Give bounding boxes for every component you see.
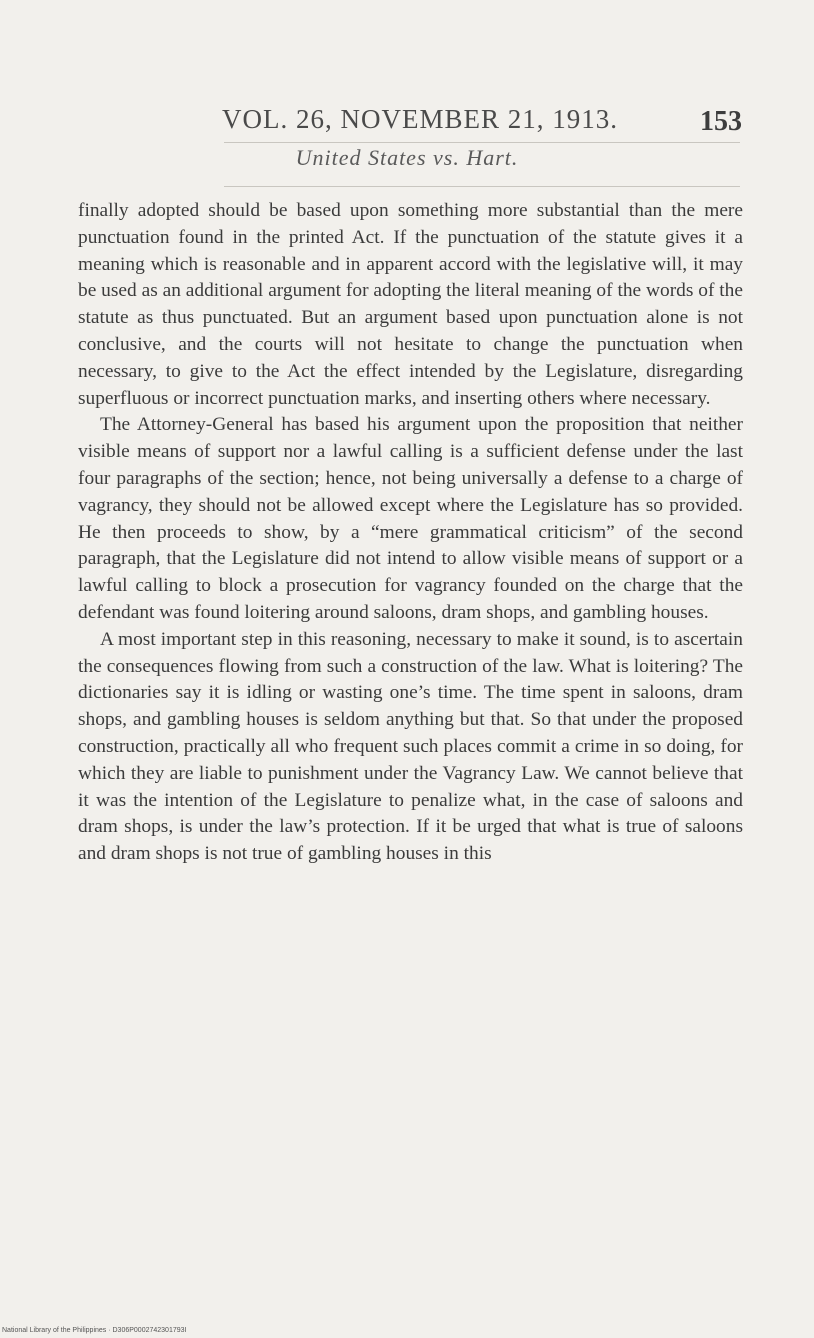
body-text	[78, 198, 743, 868]
running-head: VOL. 26, NOVEMBER 21, 1913.	[222, 104, 618, 134]
scan-credit: National Library of the Philippines · D306P0002742301793I	[2, 1327, 187, 1334]
header-rule-top	[224, 142, 740, 143]
paragraph: The Attorney-General has based his argument upon the proposition that neither visible means of support nor a lawful calling is a sufficient defense under the last four paragraphs of the section; hence, not being universally a defense to a charge of vagrancy, they should not be allowed except where the Legislature has so provided. He then proceeds to show, by a “mere grammatical criticism” of the second paragraph, that the Legislature did not intend to allow visible means of support or a lawful calling to block a prosecution for vagrancy founded on the charge that the defendant was found loitering around saloons, dram shops, and gambling houses.	[78, 414, 743, 623]
paragraph-continued: finally adopted should be based upon something more substantial than the mere punctuation found in the printed Act. If the punctuation of the statute gives it a meaning which is reasonable and in apparent accord with the legislative will, it may be used as an additional argument for adopting the literal meaning of the words of the statute as thus punctuated. But an argument based upon punctuation alone is not conclusive, and the courts will not hesitate to change the punctuation when necessary, to give to the Act the effect intended by the Legislature, disregarding superfluous or incorrect punctuation marks, and inserting others where necessary.	[78, 200, 743, 409]
case-title: United States vs. Hart.	[295, 145, 519, 170]
page-number: 153	[700, 106, 742, 137]
paragraph: A most important step in this reasoning, necessary to make it sound, is to ascertain the consequences flowing from such a construction of the law. What is loitering? The dictionaries say it is idling or wasting one’s time. The time spent in saloons, dram shops, and gambling houses is seldom anything but that. So that under the proposed construction, practically all who frequent such places commit a crime in so doing, for which they are liable to punishment under the Vagrancy Law. We cannot believe that it was the intention of the Legislature to penalize what, in the case of saloons and dram shops, is under the law’s protection. If it be urged that what is true of saloons and dram shops is not true of gambling houses in this	[78, 628, 743, 865]
header-rule-bottom	[224, 186, 740, 187]
